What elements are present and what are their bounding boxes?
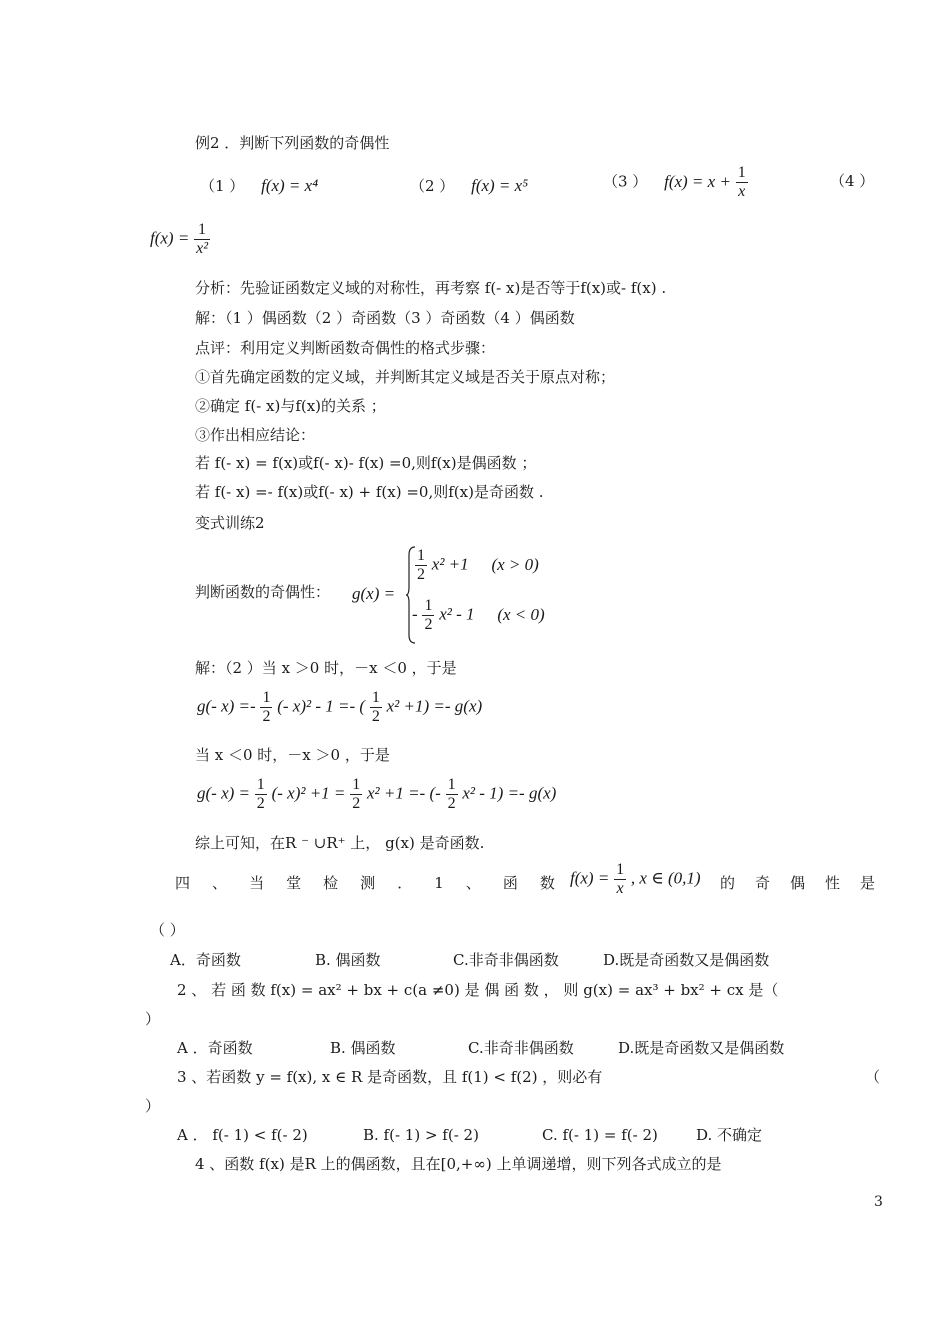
piece2-condition: (x < 0) — [497, 604, 545, 624]
q2-option-b: B. 偶函数 — [330, 1039, 396, 1057]
sol2-line2: 当 x ＜0 时，－x ＞0 ，于是 — [195, 746, 390, 764]
q1-suffix: , x ∈ (0,1) — [630, 868, 701, 888]
ex2-item1-formula: f(x) = x⁴ — [261, 176, 319, 195]
eq1-frac1: $\frac{1}{2}$ — [262, 689, 271, 725]
g-definition: g(x) = — [352, 584, 396, 603]
q1-option-a: A．奇函数 — [170, 951, 241, 969]
q3-option-b: B. f(- 1) > f(- 2) — [363, 1126, 479, 1144]
section4-heading-char: 检 — [323, 874, 339, 892]
comment-title: 点评：利用定义判断函数奇偶性的格式步骤： — [195, 339, 496, 357]
ex2-item3-fraction — [736, 165, 748, 200]
piece-2 — [412, 598, 545, 633]
variant-title: 变式训练2 — [195, 514, 265, 532]
eq1-frac2: $\frac{1}{2}$ — [371, 689, 380, 725]
piece1-expr: x² +1 — [431, 554, 469, 574]
q1-tail-char: 的 — [720, 874, 736, 892]
step-3: ③作出相应结论： — [195, 426, 316, 444]
ex2-item2-label: （2 ） — [410, 177, 455, 195]
q3-text: 3 、若函数 y = f(x), x ∈ R 是奇函数，且 f(1) < f(2) ，则必有 — [177, 1068, 603, 1086]
sol2-eq2 — [197, 777, 556, 812]
section4-heading-char: 、 — [465, 874, 481, 892]
frac-den: 2 — [424, 615, 433, 633]
ex2-item2-formula: f(x) = x⁵ — [471, 176, 529, 195]
ex2-item4-label: （4 ） — [830, 172, 875, 190]
q1-fraction — [614, 862, 626, 897]
eq2-part-d: x² - 1) =- g(x) — [462, 783, 557, 803]
eq2-frac3: $\frac{1}{2}$ — [447, 776, 456, 812]
rule-odd: 若 f(- x) =- f(x)或f(- x) + f(x) =0,则f(x)是奇函数 . — [195, 483, 544, 501]
frac-den: x² — [196, 239, 208, 257]
q3-close: ） — [145, 1097, 161, 1115]
section4-heading-char: 1 — [434, 874, 444, 892]
q2-option-a: A ．奇函数 — [177, 1039, 253, 1057]
piece2-expr: x² - 1 — [439, 604, 475, 624]
q1-tail-char: 奇 — [754, 874, 770, 892]
section4-heading-char: 测 — [360, 874, 376, 892]
q1-tail — [720, 874, 875, 892]
step-2: ②确定 f(- x)与f(x)的关系 ； — [195, 397, 386, 415]
q3-option-c: C. f(- 1) = f(- 2) — [542, 1126, 658, 1144]
eq2-part-a: g(- x) = — [197, 783, 251, 803]
q1-tail-char: 性 — [824, 874, 840, 892]
sol2-line1: 解：（2 ）当 x ＞0 时，－x ＜0 ，于是 — [195, 659, 457, 677]
frac-num: 1 — [417, 547, 425, 564]
piece-1 — [415, 548, 539, 583]
conclusion: 综上可知，在R ⁻ ∪R⁺ 上， g(x) 是奇函数. — [195, 834, 485, 852]
q1-paren: （ ） — [150, 921, 185, 939]
frac-num: 1 — [737, 164, 746, 181]
q3-open: （ — [865, 1068, 881, 1086]
frac-num: 1 — [194, 222, 210, 240]
section4-heading-char: 当 — [249, 874, 265, 892]
q1-tail-char: 是 — [859, 874, 875, 892]
frac-den: x — [616, 879, 624, 897]
eq1-part-a: g(- x) =- — [197, 696, 256, 716]
frac-den: x — [738, 182, 746, 200]
section4-heading-char: 堂 — [286, 874, 302, 892]
piece1-condition: (x > 0) — [491, 554, 539, 574]
q1-option-c: C.非奇非偶函数 — [453, 951, 559, 969]
eq2-part-c: x² +1 =- (- — [366, 783, 441, 803]
section4-q1-line — [175, 861, 875, 914]
ex2-item3-label: （3 ） — [603, 172, 648, 191]
ex2-item4-fraction — [194, 222, 210, 257]
q2-option-d: D.既是奇函数又是偶函数 — [618, 1039, 785, 1057]
q2-option-c: C.非奇非偶函数 — [468, 1039, 574, 1057]
q4-text: 4 、函数 f(x) 是R 上的偶函数，且在[0,+∞) 上单调递增，则下列各式成立的是 — [195, 1155, 722, 1173]
eq1-part-b: (- x)² - 1 =- ( — [277, 696, 366, 716]
q3-option-d: D. 不确定 — [696, 1126, 763, 1144]
eq2-frac1: $\frac{1}{2}$ — [256, 776, 265, 812]
ex2-item4-formula — [150, 222, 210, 257]
analysis: 分析：先验证函数定义域的对称性，再考察 f(- x)是否等于f(x)或- f(x) . — [195, 279, 667, 297]
ex2-item2 — [410, 176, 528, 196]
ex2-item3 — [603, 165, 748, 200]
section4-heading-char: 函 — [502, 874, 518, 892]
frac-num: 1 — [616, 861, 625, 878]
frac-den: 2 — [417, 565, 425, 583]
q1-tail-char: 偶 — [789, 874, 805, 892]
rule-even: 若 f(- x) = f(x)或f(- x)- f(x) =0,则f(x)是偶函数 ； — [195, 454, 537, 472]
section4-heading-char: 四 — [175, 874, 191, 892]
section4-heading-char: ． — [397, 874, 413, 892]
q2-text: 2 、 若 函 数 f(x) = ax² + bx + c(a ≠0) 是 偶 函 数 ， 则 g(x) = ax³ + bx² + cx 是（ — [177, 981, 779, 999]
eq2-frac2: $\frac{1}{2}$ — [352, 776, 361, 812]
q1-prefix: f(x) = — [570, 868, 610, 888]
variant-prompt: 判断函数的奇偶性： — [195, 583, 331, 601]
section4-heading-char: 数 — [539, 874, 555, 892]
q3-option-a: A ． f(- 1) < f(- 2) — [177, 1126, 308, 1144]
ex2-item3-formula: f(x) = x + — [664, 171, 731, 191]
q1-option-b: B. 偶函数 — [315, 951, 381, 969]
ex2-item1 — [200, 176, 318, 196]
piece2-sign: - — [412, 604, 418, 624]
frac-num: 1 — [424, 597, 433, 614]
eq2-part-b: (- x)² +1 = — [271, 783, 346, 803]
q1-formula — [570, 862, 701, 897]
ex2-item4-prefix: f(x) = — [150, 228, 190, 248]
section4-heading — [175, 874, 555, 892]
example2-title: 例2 ．判断下列函数的奇偶性 — [195, 134, 390, 152]
piece2-fraction — [422, 598, 434, 633]
eq1-part-c: x² +1) =- g(x) — [386, 696, 483, 716]
page-number: 3 — [874, 1194, 883, 1210]
q2-close: ） — [145, 1010, 161, 1028]
section4-heading-char: 、 — [212, 874, 228, 892]
q1-option-d: D.既是奇函数又是偶函数 — [603, 951, 770, 969]
ex2-item1-label: （1 ） — [200, 177, 245, 195]
piece1-fraction — [415, 548, 427, 583]
step-1: ①首先确定函数的定义域，并判断其定义域是否关于原点对称； — [195, 368, 616, 386]
solution: 解：（1 ）偶函数（2 ）奇函数（3 ）奇函数（4 ）偶函数 — [195, 309, 575, 327]
sol2-eq1 — [197, 690, 482, 725]
